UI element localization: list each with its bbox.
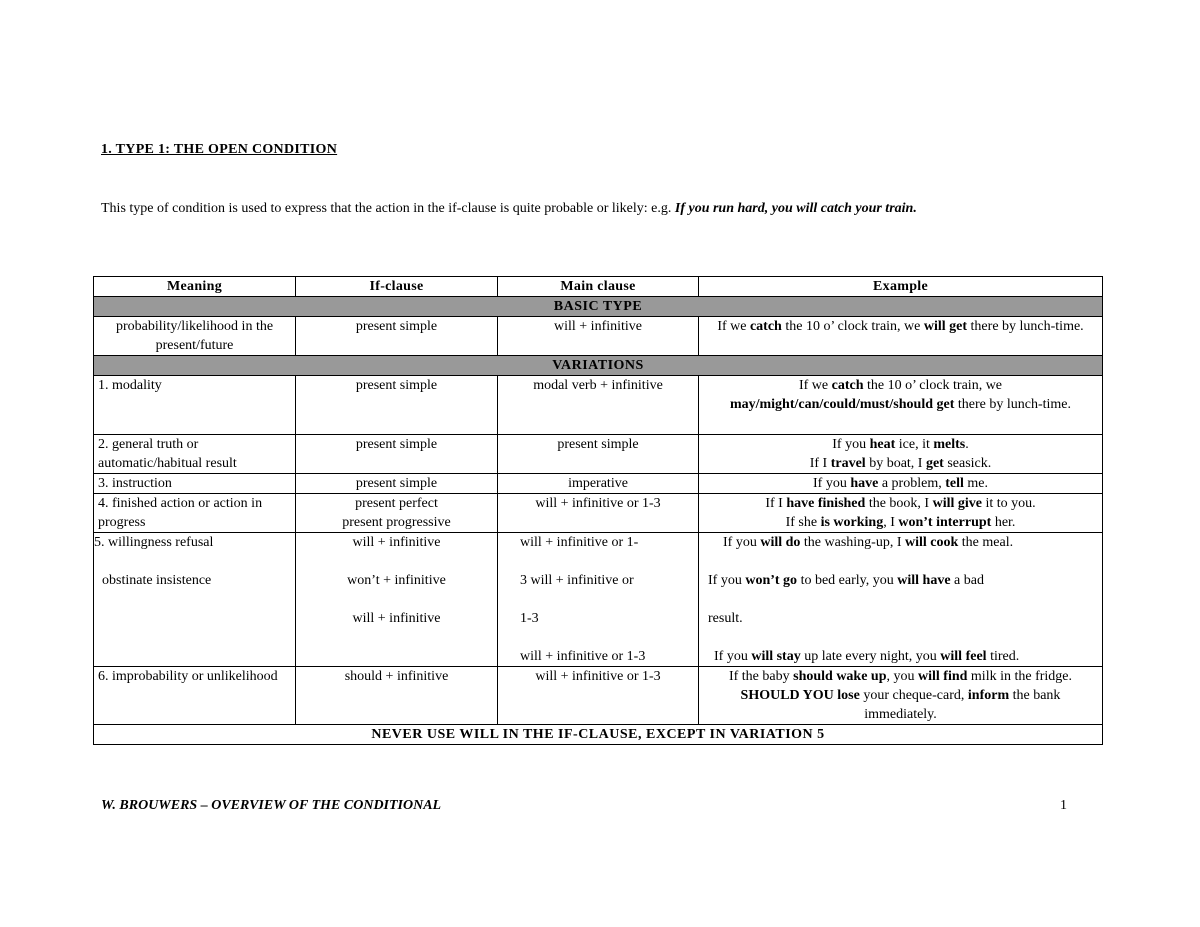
bold-segment: catch	[831, 378, 864, 393]
text-segment: If you	[813, 476, 851, 491]
rich-text	[708, 533, 1098, 552]
v5-meaning-b: obstinate insistence	[102, 573, 212, 588]
text-segment: If you	[832, 437, 870, 452]
text-segment: If we	[798, 378, 832, 393]
text-segment: If the baby	[728, 669, 794, 684]
bold-segment: melts	[933, 437, 966, 452]
v2-if-clause: present simple	[296, 435, 498, 474]
text-segment: it to you.	[981, 496, 1036, 511]
text-segment: If you	[723, 535, 761, 550]
v5-main-clause	[498, 533, 699, 667]
v5-main-d: will + infinitive or 1-3	[520, 649, 646, 664]
text-segment: If we	[717, 319, 750, 334]
v4-if-clause	[296, 494, 498, 533]
bold-segment: will feel	[940, 649, 987, 664]
bold-segment: will find	[918, 669, 968, 684]
bold-segment: catch	[749, 319, 782, 334]
rich-text	[703, 513, 1098, 532]
bold-segment: may/might/can/could/must/should	[729, 397, 933, 412]
band-basic-type: BASIC TYPE	[94, 297, 1103, 317]
text-segment: the 10 o’ clock train, we	[863, 378, 1003, 393]
rich-text	[703, 454, 1098, 473]
v2-main-clause: present simple	[498, 435, 699, 474]
bold-segment: SHOULD YOU lose	[740, 688, 860, 703]
text-segment: milk in the fridge.	[967, 669, 1073, 684]
v5-main-c: 1-3	[520, 611, 539, 626]
header-if-clause: If-clause	[296, 277, 498, 297]
text-segment: the washing-up, I	[800, 535, 905, 550]
text-segment: , you	[886, 669, 919, 684]
text-segment: a problem,	[878, 476, 946, 491]
v5-if-b: won’t + infinitive	[347, 573, 446, 588]
v1-example	[699, 376, 1103, 435]
bold-segment: heat	[869, 437, 896, 452]
conditional-table	[93, 276, 1103, 745]
header-meaning: Meaning	[94, 277, 296, 297]
bold-segment: won’t go	[745, 573, 798, 588]
text-segment: ice, it	[895, 437, 934, 452]
intro-text: This type of condition is used to express that the action in the if-clause is quite probable or likely: e.g.	[101, 201, 672, 216]
table-row	[94, 494, 1103, 533]
table-header-row	[94, 277, 1103, 297]
text-segment: up late every night, you	[800, 649, 941, 664]
v5-if-c: will + infinitive	[352, 611, 441, 626]
table-row	[94, 376, 1103, 435]
page-footer-author: W. BROUWERS – OVERVIEW OF THE CONDITIONAL	[101, 798, 442, 813]
intro-paragraph	[101, 200, 1091, 218]
bold-segment: will get	[923, 319, 968, 334]
text-segment: the meal.	[958, 535, 1014, 550]
text-segment: , I	[883, 515, 899, 530]
text-segment: If you	[708, 573, 746, 588]
basic-main-clause: will + infinitive	[498, 317, 699, 356]
text-segment: by boat, I	[865, 456, 926, 471]
bold-segment: have finished	[786, 496, 866, 511]
v3-meaning: 3. instruction	[94, 474, 296, 494]
bold-segment: inform	[967, 688, 1010, 703]
header-example: Example	[699, 277, 1103, 297]
rich-text	[708, 571, 1098, 590]
v4-main-clause: will + infinitive or 1-3	[498, 494, 699, 533]
bold-segment: should wake up	[793, 669, 887, 684]
v2-example	[699, 435, 1103, 474]
rich-text	[708, 647, 1098, 666]
v5-meaning-a: 5. willingness refusal	[94, 535, 214, 550]
v2-meaning: 2. general truth or automatic/habitual result	[94, 435, 296, 474]
v1-if-clause: present simple	[296, 376, 498, 435]
v3-example	[699, 474, 1103, 494]
text-segment: If she	[785, 515, 821, 530]
text-segment: tired.	[986, 649, 1020, 664]
text-segment: the 10 o’ clock train, we	[781, 319, 924, 334]
bold-segment: will stay	[751, 649, 801, 664]
basic-if-clause: present simple	[296, 317, 498, 356]
text-segment: If I	[809, 456, 831, 471]
table-row	[94, 435, 1103, 474]
v1-meaning: 1. modality	[94, 376, 296, 435]
bold-segment: is working	[820, 515, 884, 530]
bold-segment: will do	[760, 535, 801, 550]
band-variations: VARIATIONS	[94, 356, 1103, 376]
text-segment: to bed early, you	[797, 573, 898, 588]
v3-if-clause: present simple	[296, 474, 498, 494]
text-segment: If I	[765, 496, 787, 511]
table-row	[94, 667, 1103, 725]
rich-text	[703, 686, 1098, 724]
table-row	[94, 474, 1103, 494]
text-segment: your cheque-card,	[859, 688, 968, 703]
basic-example	[699, 317, 1103, 356]
bold-segment: won’t interrupt	[898, 515, 992, 530]
rich-text	[703, 667, 1098, 686]
rich-text	[703, 435, 1098, 454]
bold-segment: get	[936, 397, 955, 412]
text-segment: there by lunch-time.	[967, 319, 1084, 334]
bold-segment: will have	[897, 573, 951, 588]
v5-if-clause	[296, 533, 498, 667]
v6-if-clause: should + infinitive	[296, 667, 498, 725]
v4-meaning: 4. finished action or action in progress	[94, 494, 296, 533]
bold-segment: have	[850, 476, 879, 491]
table-row	[94, 317, 1103, 356]
footer-note: NEVER USE WILL IN THE IF-CLAUSE, EXCEPT IN VARIATION 5	[94, 725, 1103, 745]
text-segment: her.	[991, 515, 1016, 530]
intro-example: If you run hard, you will catch your train.	[674, 201, 917, 216]
text-segment: the book, I	[865, 496, 933, 511]
rich-text	[703, 494, 1098, 513]
text-segment: a bad	[950, 573, 984, 588]
v5-example	[699, 533, 1103, 667]
table-row	[94, 533, 1103, 667]
bold-segment: will give	[932, 496, 982, 511]
header-main-clause: Main clause	[498, 277, 699, 297]
rich-text	[730, 378, 1071, 412]
table-footer-note-row	[94, 725, 1103, 745]
text-segment: If you	[714, 649, 752, 664]
bold-segment: travel	[830, 456, 866, 471]
rich-text	[813, 476, 988, 491]
v5-if-a: will + infinitive	[352, 535, 441, 550]
v5-main-a: will + infinitive or 1-	[520, 535, 639, 550]
v5-meaning	[94, 533, 296, 667]
text-segment: the bank immediately.	[864, 688, 1061, 722]
v4-example	[699, 494, 1103, 533]
text-segment: there by lunch-time.	[954, 397, 1072, 412]
v4-if-clause-b: present progressive	[342, 515, 451, 530]
text-segment: seasick.	[943, 456, 992, 471]
bold-segment: tell	[945, 476, 964, 491]
v5-example-c: result.	[708, 611, 743, 626]
bold-segment: will cook	[905, 535, 959, 550]
v1-main-clause: modal verb + infinitive	[498, 376, 699, 435]
v6-main-clause: will + infinitive or 1-3	[498, 667, 699, 725]
rich-text	[717, 319, 1083, 334]
v6-example	[699, 667, 1103, 725]
v4-if-clause-a: present perfect	[355, 496, 438, 511]
text-segment: me.	[963, 476, 988, 491]
v6-meaning: 6. improbability or unlikelihood	[94, 667, 296, 725]
v5-main-b: 3 will + infinitive or	[520, 573, 634, 588]
v3-main-clause: imperative	[498, 474, 699, 494]
section-heading: 1. TYPE 1: THE OPEN CONDITION	[101, 142, 338, 157]
bold-segment: get	[925, 456, 944, 471]
basic-meaning: probability/likelihood in the present/future	[94, 317, 296, 356]
text-segment: .	[965, 437, 969, 452]
page-number: 1	[1060, 798, 1067, 813]
